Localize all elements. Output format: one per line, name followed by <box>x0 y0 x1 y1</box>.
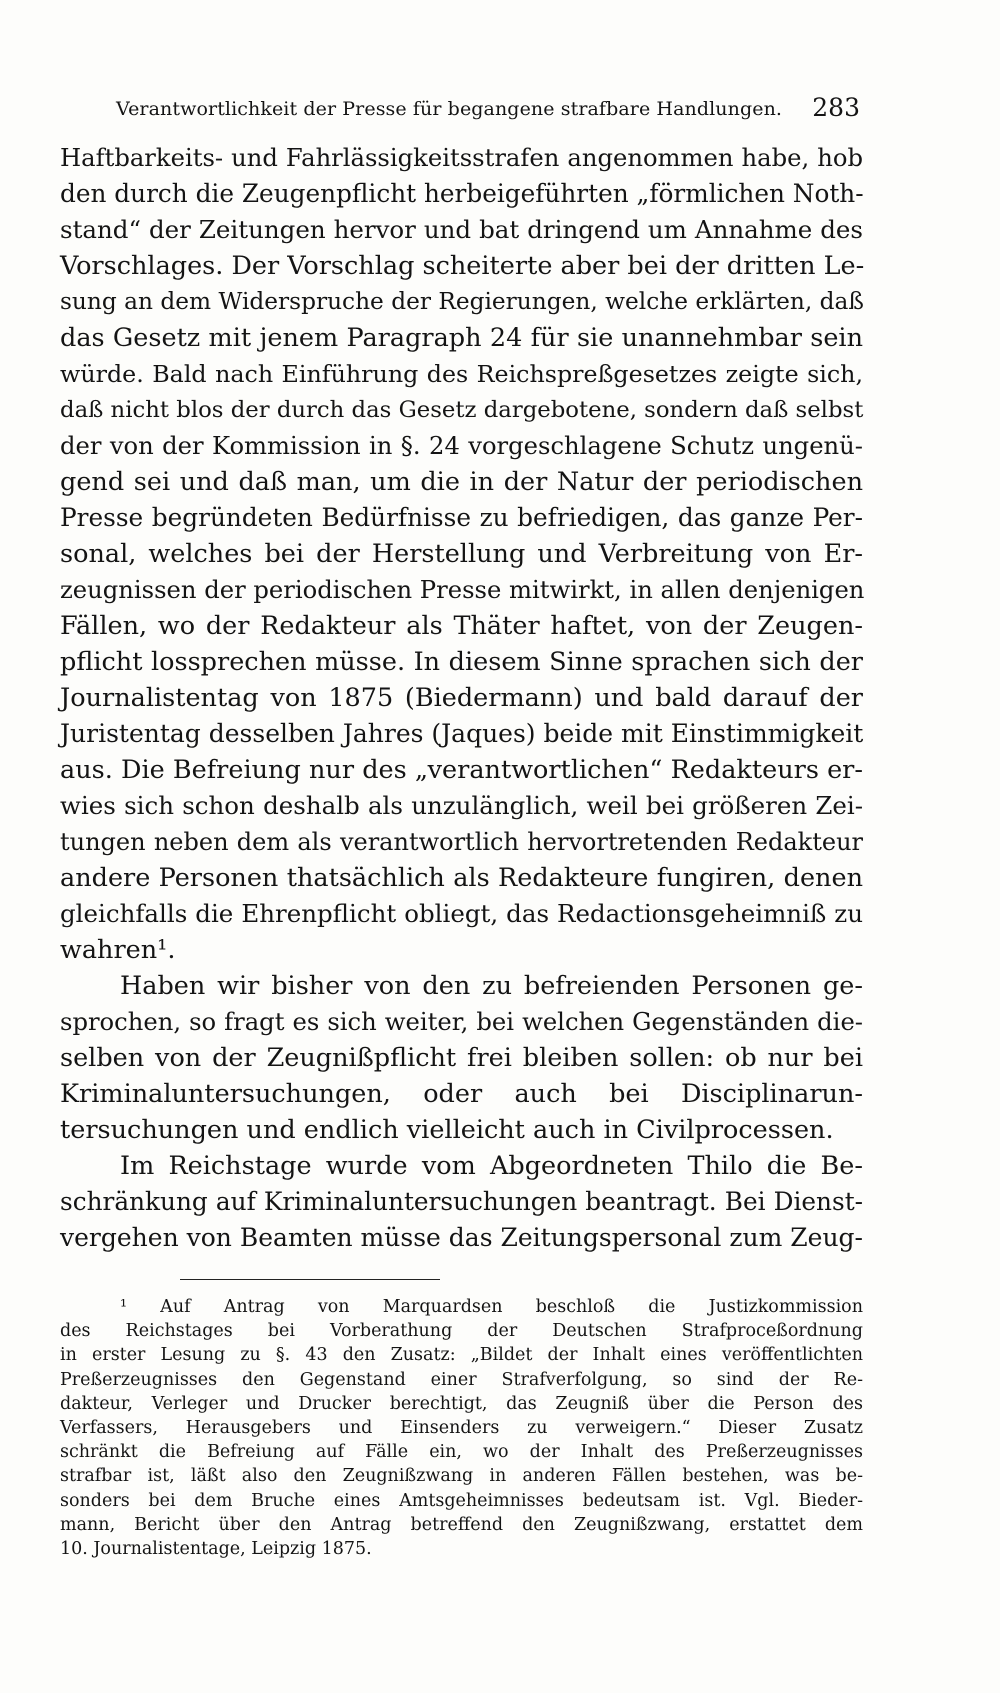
footnote-line: Verfassers, Herausgebers und Einsenders zu verweigern.“ Dieser Zusatz <box>60 1417 863 1438</box>
text-line: gleichfalls die Ehrenpflicht obliegt, das Redactionsgeheimniß zu <box>60 899 863 928</box>
text-line: wahren¹. <box>60 935 176 965</box>
running-head <box>116 86 860 126</box>
footnote-line: ¹ Auf Antrag von Marquardsen beschloß die Justizkommission <box>120 1297 863 1317</box>
text-line: Fällen, wo der Redakteur als Thäter haftet, von der Zeugen- <box>60 611 863 641</box>
running-head-title: Verantwortlichkeit der Presse für begangene strafbare Handlungen. <box>116 98 783 120</box>
footnote-line: dakteur, Verleger und Drucker berechtigt, das Zeugniß über die Person des <box>60 1393 863 1414</box>
footnotes <box>60 1295 863 1561</box>
text-line: Im Reichstage wurde vom Abgeordneten Thilo die Be- <box>120 1151 863 1181</box>
text-line: Presse begründeten Bedürfnisse zu befriedigen, das ganze Per- <box>60 503 863 532</box>
text-line: pflicht lossprechen müsse. In diesem Sinne sprachen sich der <box>60 647 863 677</box>
text-line: Juristentag desselben Jahres (Jaques) beide mit Einstimmigkeit <box>60 719 864 748</box>
footnote-line: strafbar ist, läßt also den Zeugnißzwang in anderen Fällen bestehen, was be- <box>60 1466 863 1487</box>
text-line: vergehen von Beamten müsse das Zeitungspersonal zum Zeug- <box>60 1223 863 1252</box>
body-text <box>60 140 863 1256</box>
text-line: Vorschlages. Der Vorschlag scheiterte aber bei der dritten Le- <box>60 251 865 281</box>
footnote-line: sonders bei dem Bruche eines Amtsgeheimnisses bedeutsam ist. Vgl. Bieder- <box>60 1490 863 1511</box>
text-line: Journalistentag von 1875 (Biedermann) und bald darauf der <box>60 683 863 713</box>
text-line: sprochen, so fragt es sich weiter, bei welchen Gegenständen die- <box>60 1007 863 1036</box>
text-line: das Gesetz mit jenem Paragraph 24 für sie unannehmbar sein <box>60 323 863 353</box>
text-line: wies sich schon deshalb als unzulänglich, weil bei größeren Zei- <box>60 791 863 820</box>
footnote-line: mann, Bericht über den Antrag betreffend den Zeugnißzwang, erstattet dem <box>60 1514 863 1535</box>
footnote-line: Preßerzeugnisses den Gegenstand einer Strafverfolgung, so sind der Re- <box>60 1369 863 1390</box>
text-line: andere Personen thatsächlich als Redakteure fungiren, denen <box>60 863 863 893</box>
text-line: sung an dem Widerspruche der Regierungen, welche erklärten, daß <box>60 288 864 315</box>
footnote-line: schränkt die Befreiung auf Fälle ein, wo der Inhalt des Preßerzeugnisses <box>60 1442 863 1463</box>
text-line: Haben wir bisher von den zu befreienden Personen ge- <box>120 971 863 1001</box>
page-number: 283 <box>812 93 860 122</box>
text-line: zeugnissen der periodischen Presse mitwirkt, in allen denjenigen <box>60 575 865 604</box>
text-line: den durch die Zeugenpflicht herbeigeführten „förmlichen Noth- <box>60 179 864 208</box>
footnote-line: in erster Lesung zu §. 43 den Zusatz: „Bildet der Inhalt eines veröffentlichten <box>60 1345 863 1366</box>
footnote-rule <box>180 1279 440 1280</box>
footnote-line: 10. Journalistentage, Leipzig 1875. <box>60 1538 372 1559</box>
text-line: daß nicht blos der durch das Gesetz dargebotene, sondern daß selbst <box>60 397 864 423</box>
text-line: würde. Bald nach Einführung des Reichspreßgesetzes zeigte sich, <box>60 360 863 388</box>
text-line: tersuchungen und endlich vielleicht auch in Civilprocessen. <box>60 1115 834 1145</box>
text-line: Kriminaluntersuchungen, oder auch bei Disciplinarun- <box>60 1079 863 1109</box>
text-line: sonal, welches bei der Herstellung und Verbreitung von Er- <box>60 539 863 569</box>
text-line: selben von der Zeugnißpflicht frei bleiben sollen: ob nur bei <box>60 1043 863 1073</box>
text-line: schränkung auf Kriminaluntersuchungen beantragt. Bei Dienst- <box>60 1187 863 1216</box>
text-line: stand“ der Zeitungen hervor und bat dringend um Annahme des <box>60 215 863 244</box>
footnote-line: des Reichstages bei Vorberathung der Deutschen Strafproceßordnung <box>60 1321 863 1342</box>
text-line: Haftbarkeits- und Fahrlässigkeitsstrafen angenommen habe, hob <box>60 143 863 172</box>
text-line: aus. Die Befreiung nur des „verantwortlichen“ Redakteurs er- <box>60 755 863 785</box>
text-line: der von der Kommission in §. 24 vorgeschlagene Schutz ungenü- <box>60 431 863 460</box>
text-line: gend sei und daß man, um die in der Natur der periodischen <box>60 467 863 497</box>
text-line: tungen neben dem als verantwortlich hervortretenden Redakteur <box>60 828 863 856</box>
